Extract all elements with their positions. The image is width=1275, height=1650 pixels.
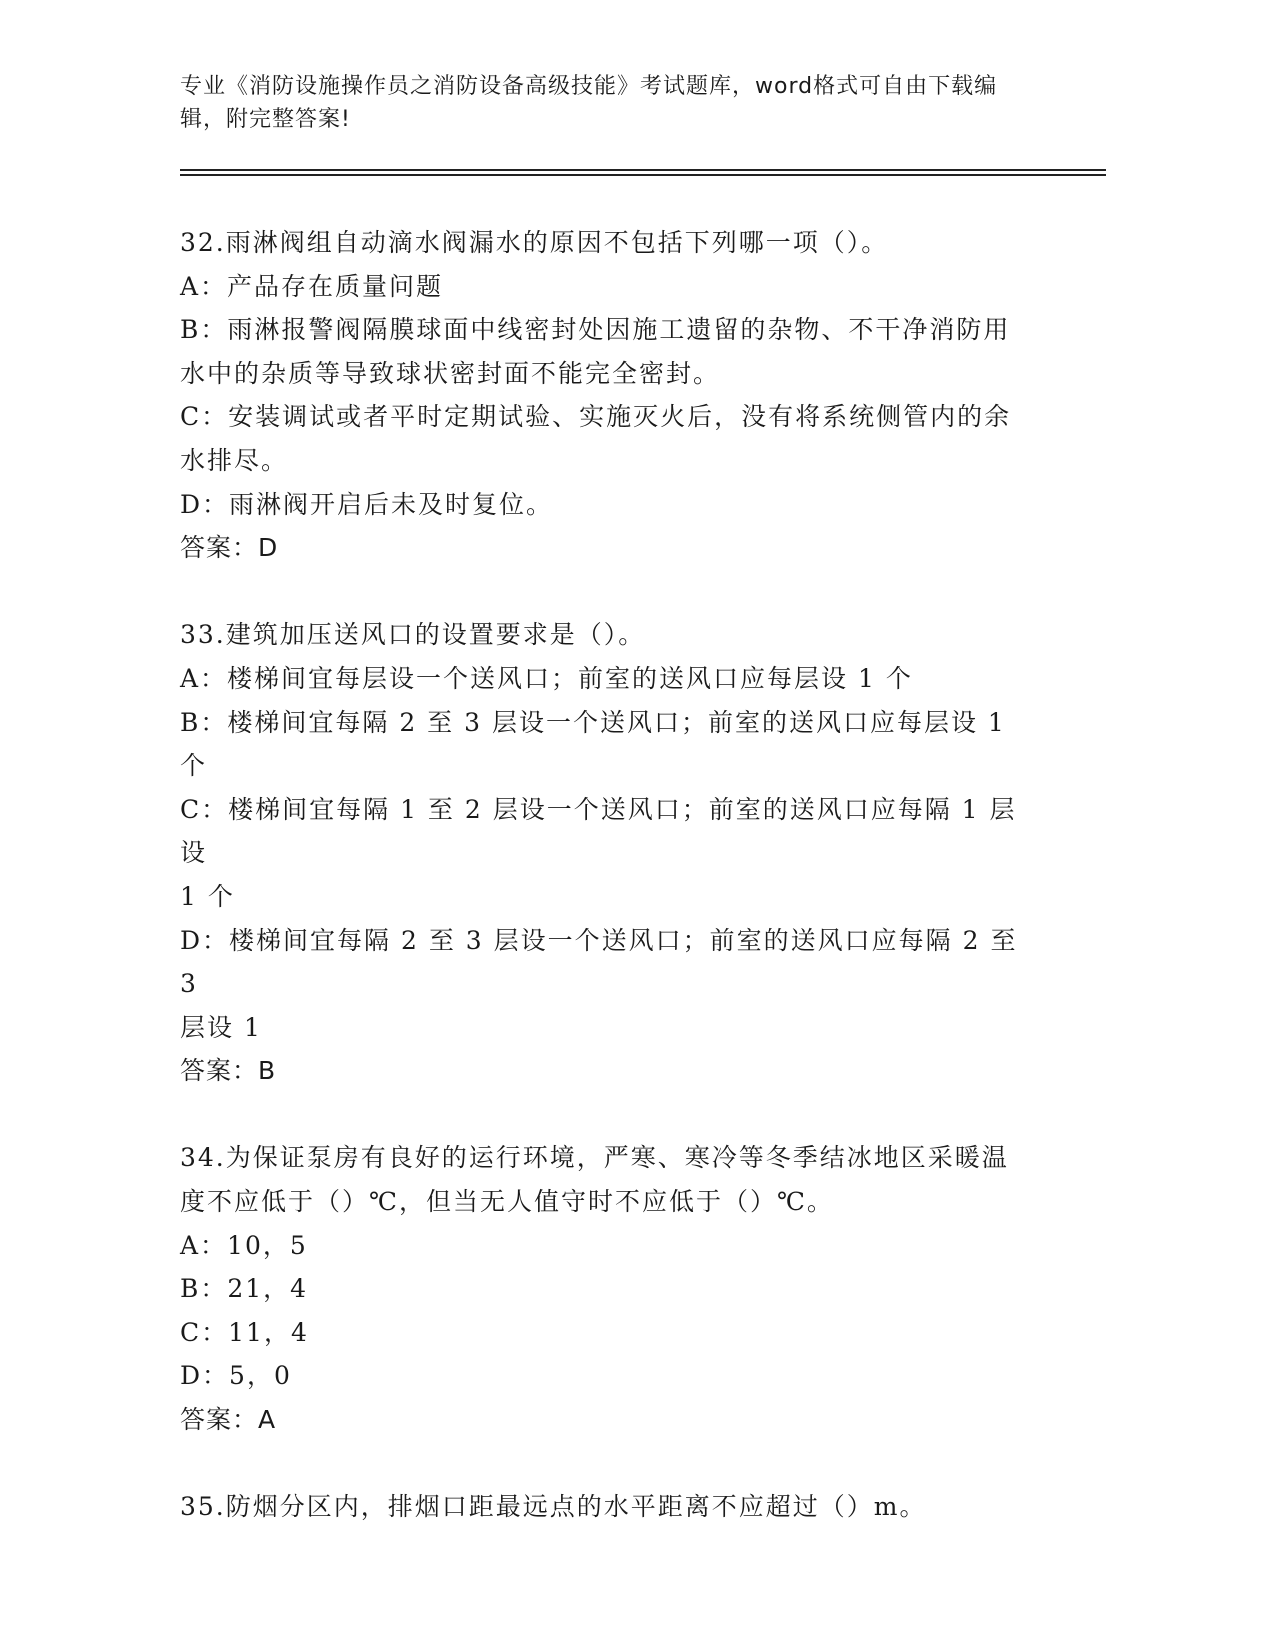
header-text: 专业《消防设施操作员之消防设备高级技能》考试题库，word格式可自由下载编辑，附完整答案! — [180, 74, 998, 132]
question-spacer — [180, 570, 1040, 614]
question-spacer — [180, 1442, 1040, 1486]
option-line: B：21，4 — [180, 1274, 309, 1304]
answer-line: 答案：D — [180, 533, 279, 563]
option-line: A：产品存在质量问题 — [180, 271, 444, 301]
option-line: D：楼梯间宜每隔 2 至 3 层设一个送风口；前室的送风口应每隔 2 至 3 — [180, 925, 1018, 999]
option-line: C：11，4 — [180, 1317, 309, 1347]
question-32 — [180, 221, 1040, 570]
option-line: 水中的杂质等导致球状密封面不能完全密封。 — [180, 358, 721, 388]
option-line: C：安装调试或者平时定期试验、实施灭火后，没有将系统侧管内的余 — [180, 402, 1012, 432]
option-line: B：楼梯间宜每隔 2 至 3 层设一个送风口；前室的送风口应每层设 1 个 — [180, 707, 1006, 781]
question-33 — [180, 613, 1040, 1093]
document-header — [180, 70, 1040, 136]
question-35 — [180, 1485, 1040, 1529]
header-rule-top — [180, 169, 1106, 171]
question-stem: 34.为保证泵房有良好的运行环境，严寒、寒冷等冬季结冰地区采暖温 — [180, 1143, 1009, 1173]
question-list — [180, 221, 1040, 1529]
answer-line: 答案：B — [180, 1056, 277, 1086]
question-stem: 33.建筑加压送风口的设置要求是（）。 — [180, 620, 646, 650]
question-34 — [180, 1136, 1040, 1441]
header-rule-bottom — [180, 174, 1106, 176]
option-line: D：5，0 — [180, 1361, 292, 1391]
question-spacer — [180, 1093, 1040, 1137]
option-line: A：10，5 — [180, 1230, 308, 1260]
option-line: A：楼梯间宜每层设一个送风口；前室的送风口应每层设 1 个 — [180, 663, 913, 693]
option-line: B：雨淋报警阀隔膜球面中线密封处因施工遗留的杂物、不干净消防用 — [180, 315, 1011, 345]
option-line: D：雨淋阀开启后未及时复位。 — [180, 489, 554, 519]
question-stem: 度不应低于（）℃，但当无人值守时不应低于（）℃。 — [180, 1187, 834, 1217]
option-line: 层设 1 — [180, 1012, 262, 1042]
option-line: C：楼梯间宜每隔 1 至 2 层设一个送风口；前室的送风口应每隔 1 层设 — [180, 794, 1017, 868]
option-line: 1 个 — [180, 881, 235, 911]
question-stem: 32.雨淋阀组自动滴水阀漏水的原因不包括下列哪一项（）。 — [180, 228, 889, 257]
answer-line: 答案：A — [180, 1405, 277, 1435]
option-line: 水排尽。 — [180, 445, 289, 475]
question-stem: 35.防烟分区内，排烟口距最远点的水平距离不应超过（）m。 — [180, 1492, 927, 1522]
